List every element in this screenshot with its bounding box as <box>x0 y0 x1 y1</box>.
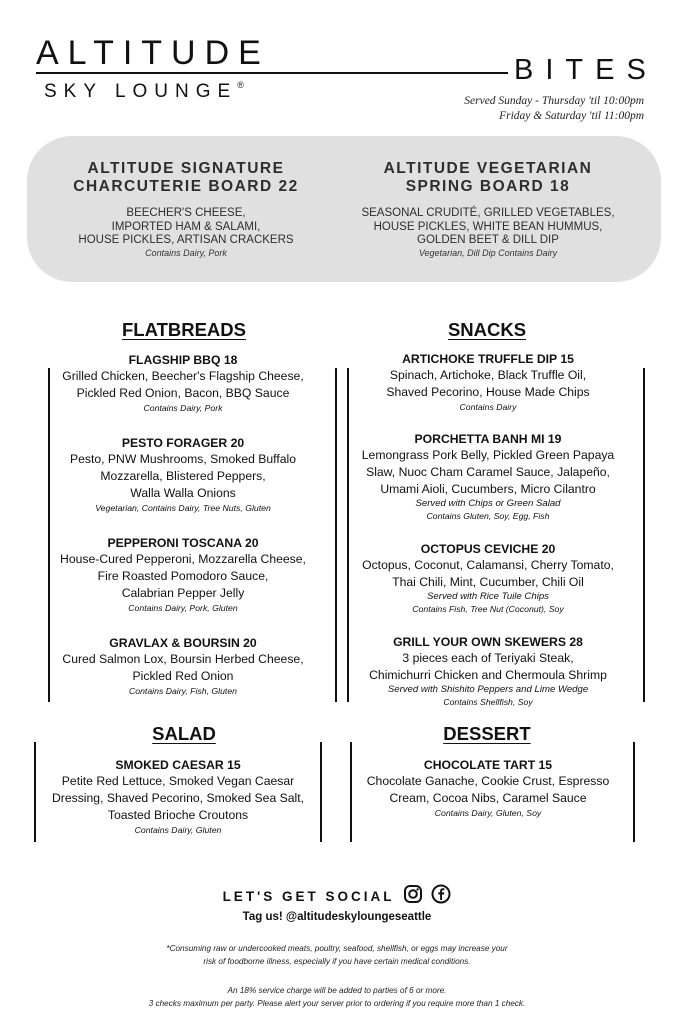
menu-item-artichoke-truffle-dip <box>343 352 633 413</box>
item-served-with: Served with Chips or Green Salad <box>415 498 561 509</box>
salad-title: SALAD <box>152 723 216 744</box>
registered-mark: ® <box>237 80 244 90</box>
item-name: GRAVLAX & BOURSIN 20 <box>109 636 257 650</box>
item-desc-line: Petite Red Lettuce, Smoked Vegan Caesar <box>61 774 295 788</box>
board-desc-line: HOUSE PICKLES, ARTISAN CRACKERS <box>78 234 294 246</box>
brand-subtitle <box>44 80 244 103</box>
item-name: FLAGSHIP BBQ 18 <box>128 353 238 367</box>
item-allergen-note: Contains Dairy <box>459 402 517 412</box>
item-desc-line: Pickled Red Onion <box>132 669 234 683</box>
board-description <box>343 207 633 248</box>
snacks-right-rule <box>643 368 645 702</box>
board-title-line: ALTITUDE VEGETARIAN <box>383 160 593 177</box>
instagram-icon[interactable] <box>403 884 423 909</box>
item-desc-line: Shaved Pecorino, House Made Chips <box>386 385 590 399</box>
item-name: PEPPERONI TOSCANA 20 <box>107 536 259 550</box>
item-desc-line: Pickled Red Onion, Bacon, BBQ Sauce <box>76 386 290 400</box>
item-allergen-note: Contains Dairy, Pork <box>143 403 223 413</box>
item-name: SMOKED CAESAR 15 <box>115 758 241 772</box>
menu-item-chocolate-tart <box>343 758 633 819</box>
board-note: Contains Dairy, Pork <box>145 247 227 258</box>
dessert-title: DESSERT <box>443 723 531 744</box>
item-desc-line: Dressing, Shaved Pecorino, Smoked Sea Salt, <box>51 791 304 805</box>
dessert-right-rule <box>633 742 635 842</box>
item-name: OCTOPUS CEVICHE 20 <box>420 542 556 556</box>
charcuterie-board <box>41 160 331 259</box>
disclaimer-line: *Consuming raw or undercooked meats, poultry, seafood, shellfish, or eggs may increase your <box>166 944 508 953</box>
social-title: LET'S GET SOCIAL <box>222 889 395 904</box>
item-allergen-note: Contains Shellfish, Soy <box>443 697 533 707</box>
vegetarian-board <box>343 160 633 259</box>
menu-item-gravlax-boursin <box>28 636 338 697</box>
menu-item-pepperoni-toscana <box>28 536 338 614</box>
item-desc-line: Calabrian Pepper Jelly <box>121 586 245 600</box>
item-desc-line: Chocolate Ganache, Cookie Crust, Espresso <box>366 774 610 788</box>
item-allergen-note: Contains Dairy, Fish, Gluten <box>129 686 237 696</box>
hours-line-1: Served Sunday - Thursday 'til 10:00pm <box>464 95 644 107</box>
item-name: PORCHETTA BANH MI 19 <box>414 432 562 446</box>
social-row <box>0 884 674 909</box>
item-desc-line: Chimichurri Chicken and Chermoula Shrimp <box>369 668 607 682</box>
item-served-with: Served with Shishito Peppers and Lime Wedge <box>387 684 589 695</box>
item-name: PESTO FORAGER 20 <box>121 436 245 450</box>
snacks-title: SNACKS <box>447 319 527 340</box>
item-allergen-note: Contains Fish, Tree Nut (Coconut), Soy <box>412 604 564 614</box>
item-desc-line: 3 pieces each of Teriyaki Steak, <box>402 651 574 665</box>
menu-title: BITES <box>514 54 658 86</box>
boards-banner <box>27 136 661 282</box>
item-desc-line: Spinach, Artichoke, Black Truffle Oil, <box>389 368 587 382</box>
item-served-with: Served with Rice Tuile Chips <box>427 591 549 602</box>
menu-item-smoked-caesar <box>28 758 328 836</box>
brand-name: ALTITUDE <box>36 34 270 72</box>
item-name: GRILL YOUR OWN SKEWERS 28 <box>393 635 583 649</box>
menu-item-flagship-bbq <box>28 353 338 414</box>
item-name: CHOCOLATE TART 15 <box>423 758 553 772</box>
item-allergen-note: Vegetarian, Contains Dairy, Tree Nuts, Gluten <box>95 503 271 513</box>
board-desc-line: BEECHER'S CHEESE, <box>126 207 246 219</box>
board-description <box>41 207 331 248</box>
service-line: An 18% service charge will be added to parties of 6 or more. <box>227 986 447 995</box>
item-desc-line: Thai Chili, Mint, Cucumber, Chili Oil <box>392 575 584 589</box>
board-title <box>41 160 331 196</box>
item-desc-line: Fire Roasted Pomodoro Sauce, <box>97 569 269 583</box>
service-line: 3 checks maximum per party. Please alert your server prior to ordering if you require more than 1 check. <box>148 999 526 1008</box>
service-charge-note <box>0 984 674 1010</box>
item-allergen-note: Contains Dairy, Gluten <box>134 825 222 835</box>
item-desc-line: Slaw, Nuoc Cham Caramel Sauce, Jalapeño, <box>366 465 610 479</box>
board-title-line: CHARCUTERIE BOARD 22 <box>73 178 299 195</box>
board-desc-line: IMPORTED HAM & SALAMI, <box>111 220 261 233</box>
social-section <box>0 884 674 923</box>
menu-item-porchetta-banh-mi <box>343 432 633 522</box>
board-title-line: ALTITUDE SIGNATURE <box>87 160 285 177</box>
menu-item-pesto-forager <box>28 436 338 514</box>
board-desc-line: GOLDEN BEET & DILL DIP <box>417 234 559 246</box>
item-desc-line: Umami Aioli, Cucumbers, Micro Cilantro <box>380 482 596 496</box>
item-desc-line: Pesto, PNW Mushrooms, Smoked Buffalo <box>69 452 296 466</box>
board-desc-line: SEASONAL CRUDITÉ, GRILLED VEGETABLES, <box>361 207 615 219</box>
menu-item-octopus-ceviche <box>343 542 633 615</box>
brand-subtitle-text: SKY LOUNGE <box>44 81 238 102</box>
item-desc-line: Lemongrass Pork Belly, Pickled Green Papaya <box>361 448 615 462</box>
flatbreads-title: FLATBREADS <box>121 319 246 340</box>
item-allergen-note: Contains Gluten, Soy, Egg, Fish <box>426 511 550 521</box>
food-safety-disclaimer <box>0 942 674 968</box>
item-desc-line: Octopus, Coconut, Calamansi, Cherry Tomato, <box>362 558 614 572</box>
item-desc-line: Cured Salmon Lox, Boursin Herbed Cheese, <box>62 652 304 666</box>
item-allergen-note: Contains Dairy, Gluten, Soy <box>434 808 542 818</box>
item-desc-line: Toasted Brioche Croutons <box>107 808 249 822</box>
item-desc-line: Cream, Cocoa Nibs, Caramel Sauce <box>389 791 587 805</box>
board-title-line: SPRING BOARD 18 <box>405 178 571 195</box>
header-rule <box>36 72 508 74</box>
item-allergen-note: Contains Dairy, Pork, Gluten <box>128 603 238 613</box>
item-desc-line: Walla Walla Onions <box>130 486 236 500</box>
disclaimer-line: risk of foodborne illness, especially if you have certain medical conditions. <box>203 957 471 966</box>
item-desc-line: House-Cured Pepperoni, Mozzarella Cheese, <box>60 552 306 566</box>
social-tag: Tag us! @altitudeskyloungeseattle <box>242 911 432 923</box>
board-title <box>343 160 633 196</box>
board-note: Vegetarian, Dill Dip Contains Dairy <box>418 247 558 258</box>
item-desc-line: Grilled Chicken, Beecher's Flagship Cheese, <box>62 369 304 383</box>
item-desc-line: Mozzarella, Blistered Peppers, <box>100 469 266 483</box>
menu-item-grill-your-own-skewers <box>343 635 633 708</box>
item-name: ARTICHOKE TRUFFLE DIP 15 <box>402 352 574 366</box>
board-desc-line: HOUSE PICKLES, WHITE BEAN HUMMUS, <box>373 220 603 233</box>
service-hours <box>464 94 644 124</box>
hours-line-2: Friday & Saturday 'til 11:00pm <box>499 110 644 122</box>
facebook-icon[interactable] <box>431 884 451 909</box>
